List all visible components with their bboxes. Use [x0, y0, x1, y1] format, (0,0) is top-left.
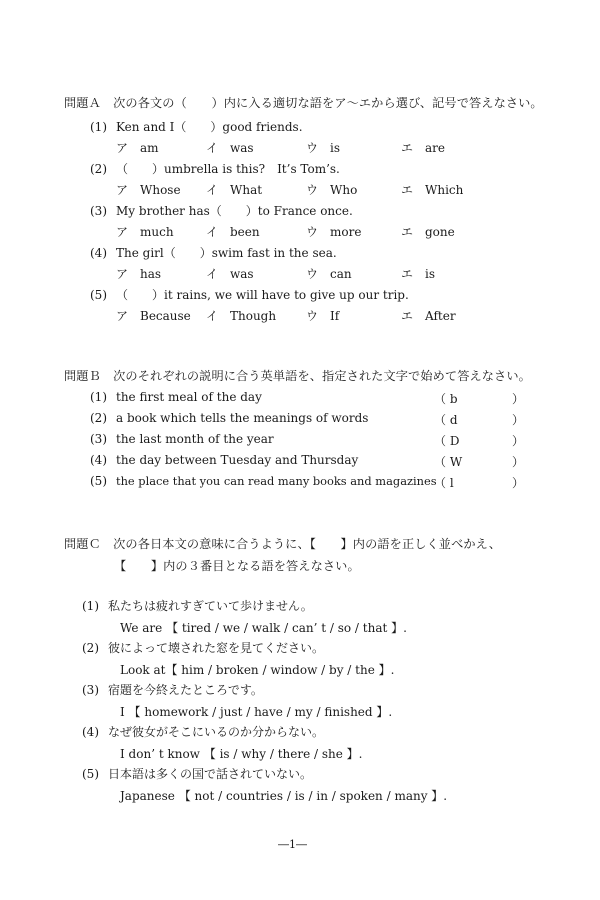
item-c3-japanese — [82, 681, 263, 698]
item-number: (4) — [82, 725, 99, 739]
item-b4 — [90, 453, 358, 467]
option-a1-i: イ was — [206, 141, 254, 155]
item-number: (2) — [82, 641, 99, 655]
answer-bracket-close: ） — [512, 434, 525, 448]
option-a5-u: ウ If — [306, 309, 340, 323]
question-number: (3) — [90, 204, 107, 218]
question-number: (5) — [90, 288, 107, 302]
option-a2-i: イ What — [206, 183, 263, 197]
japanese-sentence: 日本語は多くの国で話されていない。 — [108, 767, 313, 781]
option-a5-a: ア Because — [116, 309, 191, 323]
answer-bracket-open: （ D — [434, 434, 460, 448]
option-a5-i: イ Though — [206, 309, 277, 323]
question-text: Ken and I（ ）good friends. — [116, 120, 303, 134]
item-text: a book which tells the meanings of words — [116, 411, 369, 425]
question-a5 — [90, 286, 409, 303]
item-c4-scramble: I don’ t know 【 is / why / there / she 】. — [120, 747, 363, 761]
option-a3-a: ア much — [116, 225, 174, 239]
question-number: (2) — [90, 162, 107, 176]
item-b5 — [90, 474, 437, 488]
answer-bracket-close: ） — [512, 392, 525, 406]
option-a1-a: ア am — [116, 141, 159, 155]
option-a3-e: エ gone — [401, 225, 455, 239]
item-number: (1) — [90, 390, 107, 404]
option-a4-e: エ is — [401, 267, 435, 281]
item-text: the last month of the year — [116, 432, 274, 446]
answer-bracket-open: （ l — [434, 476, 454, 490]
item-c5-scramble: Japanese 【 not / countries / is / in / spoken / many 】. — [120, 789, 448, 803]
section-b-title: 問題Ｂ 次のそれぞれの説明に合う英単語を、指定された文字で始めて答えなさい。 — [64, 369, 531, 383]
answer-bracket-close: ） — [512, 413, 525, 427]
item-number: (3) — [82, 683, 99, 697]
question-a3 — [90, 202, 353, 219]
item-c1-scramble: We are 【 tired / we / walk / can’ t / so / that 】. — [120, 621, 407, 635]
item-c5-japanese — [82, 765, 312, 782]
option-a3-i: イ been — [206, 225, 260, 239]
option-a4-u: ウ can — [306, 267, 352, 281]
item-c1-japanese — [82, 597, 313, 614]
item-number: (2) — [90, 411, 107, 425]
option-a2-a: ア Whose — [116, 183, 181, 197]
page-number: ―1― — [278, 838, 307, 851]
japanese-sentence: なぜ彼女がそこにいるのか分からない。 — [108, 725, 325, 739]
item-text: the place that you can read many books and magazines — [116, 474, 437, 488]
option-a3-u: ウ more — [306, 225, 362, 239]
option-a1-u: ウ is — [306, 141, 340, 155]
item-c3-scramble: I 【 homework / just / have / my / finished 】. — [120, 705, 393, 719]
answer-bracket-open: （ W — [434, 455, 463, 469]
question-number: (1) — [90, 120, 107, 134]
item-number: (1) — [82, 599, 99, 613]
item-b2 — [90, 411, 368, 425]
section-c-title-line2: 【 】内の３番目となる語を答えなさい。 — [114, 559, 360, 573]
question-number: (4) — [90, 246, 107, 260]
answer-bracket-open: （ d — [434, 413, 458, 427]
item-text: the day between Tuesday and Thursday — [116, 453, 359, 467]
option-a4-a: ア has — [116, 267, 162, 281]
option-a1-e: エ are — [401, 141, 445, 155]
item-number: (3) — [90, 432, 107, 446]
item-number: (5) — [82, 767, 99, 781]
answer-bracket-open: （ b — [434, 392, 458, 406]
option-a2-e: エ Which — [401, 183, 464, 197]
answer-bracket-close: ） — [512, 455, 525, 469]
question-text: （ ）umbrella is this? It’s Tom’s. — [116, 162, 340, 176]
answer-bracket-close: ） — [512, 476, 525, 490]
question-a4 — [90, 244, 337, 261]
question-a1 — [90, 118, 303, 135]
japanese-sentence: 彼によって壊された窓を見てください。 — [108, 641, 325, 655]
japanese-sentence: 宿題を今終えたところです。 — [108, 683, 263, 697]
item-b3 — [90, 432, 274, 446]
section-a-title: 問題Ａ 次の各文の（ ）内に入る適切な語をア～エから選び、記号で答えなさい。 — [64, 96, 543, 110]
item-b1 — [90, 390, 262, 404]
item-c4-japanese — [82, 723, 324, 740]
item-c2-japanese — [82, 639, 324, 656]
japanese-sentence: 私たちは疲れすぎていて歩けません。 — [108, 599, 313, 613]
section-c-title-line1: 問題Ｃ 次の各日本文の意味に合うように、【 】内の語を正しく並べかえ、 — [64, 537, 501, 551]
question-a2 — [90, 160, 340, 177]
item-number: (5) — [90, 474, 107, 488]
item-number: (4) — [90, 453, 107, 467]
item-c2-scramble: Look at【 him / broken / window / by / the 】. — [120, 663, 395, 677]
question-text: The girl（ ）swim fast in the sea. — [116, 246, 337, 260]
option-a2-u: ウ Who — [306, 183, 358, 197]
option-a5-e: エ After — [401, 309, 456, 323]
item-text: the first meal of the day — [116, 390, 262, 404]
option-a4-i: イ was — [206, 267, 254, 281]
question-text: （ ）it rains, we will have to give up our trip. — [116, 288, 409, 302]
question-text: My brother has（ ）to France once. — [116, 204, 353, 218]
